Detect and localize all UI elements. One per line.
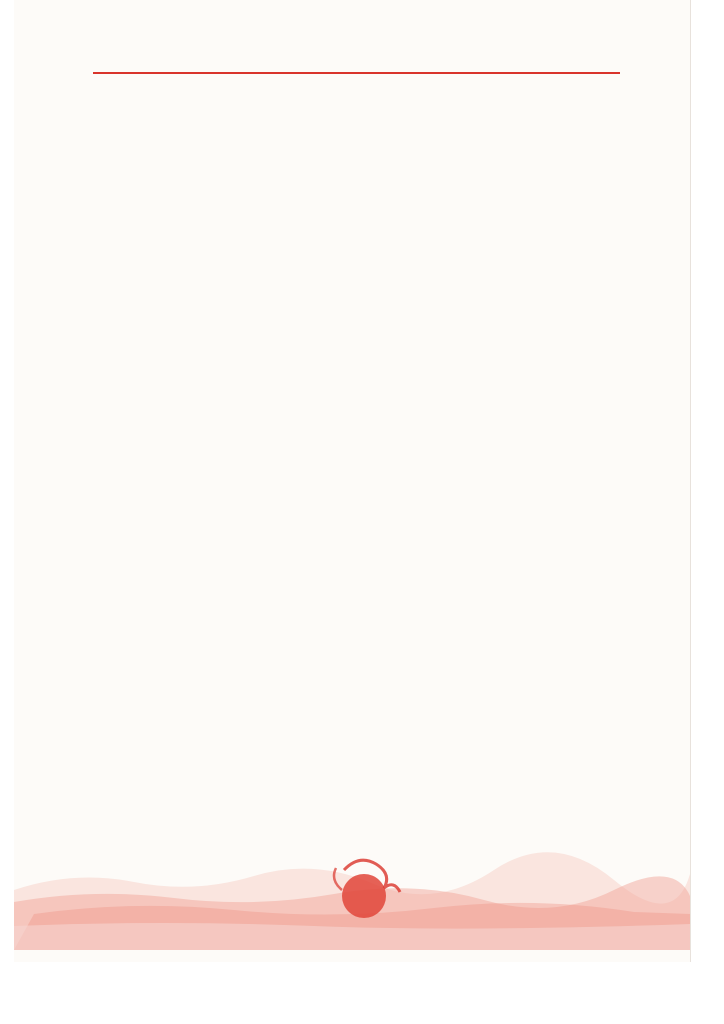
book-page — [14, 0, 691, 962]
part-heading — [14, 170, 690, 195]
header-rule — [93, 72, 620, 74]
mountain-landscape-ornament — [14, 840, 690, 950]
